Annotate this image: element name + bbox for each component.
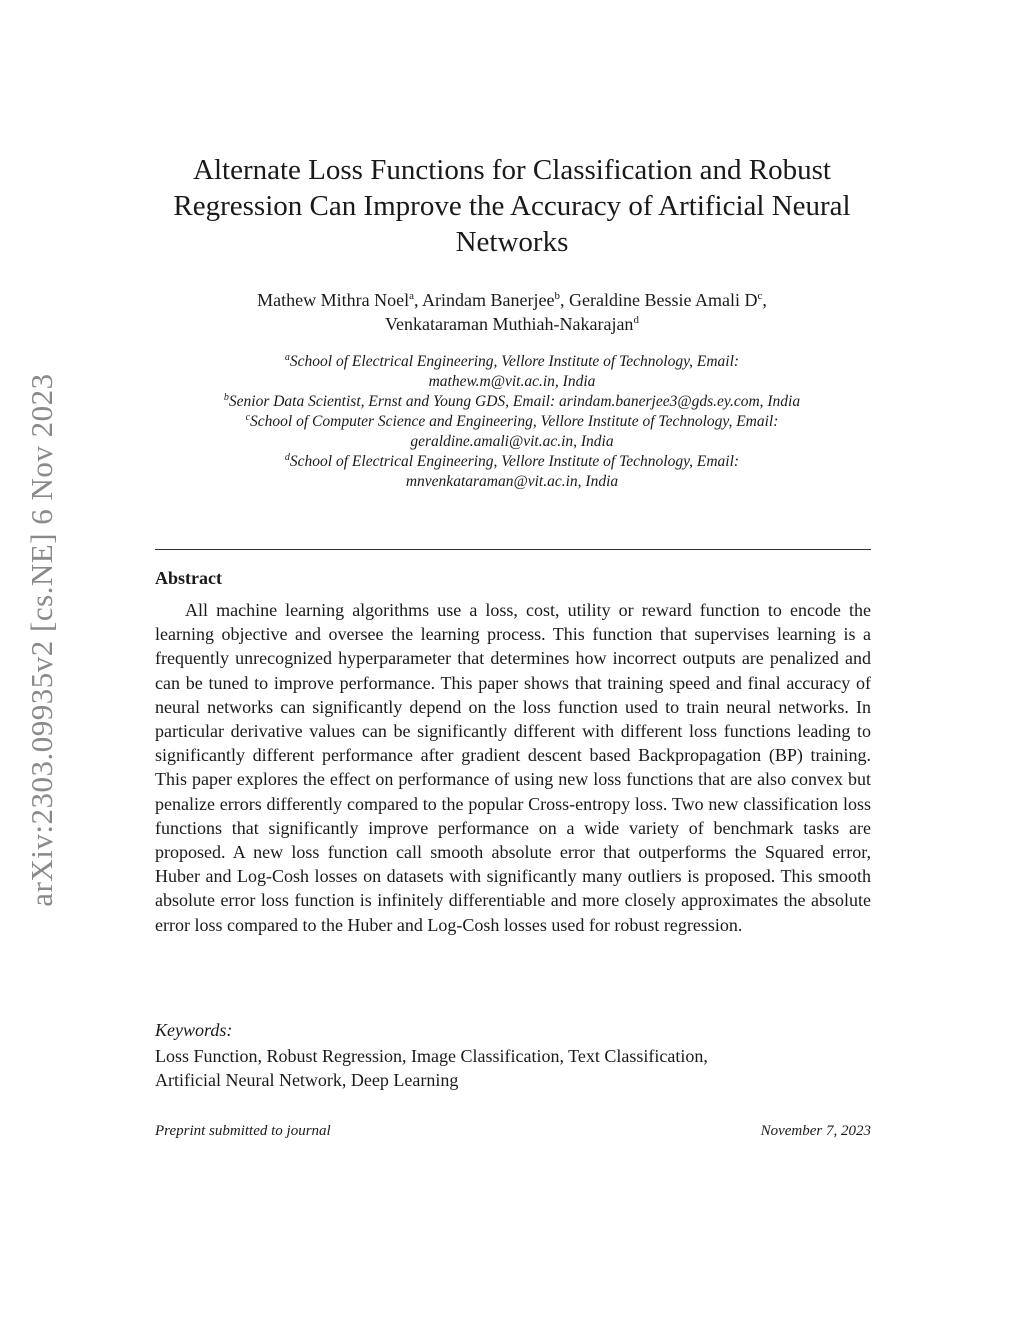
affiliation-d (150, 452, 874, 492)
title-line-2: Regression Can Improve the Accuracy of Artificial Neural (173, 190, 851, 222)
keywords-line-1: Loss Function, Robust Regression, Image Classification, Text Classification, (155, 1046, 708, 1066)
affiliation-text: School of Electrical Engineering, Vellore Institute of Technology, Email: (289, 453, 740, 470)
affiliations (150, 352, 874, 492)
affiliation-c (150, 412, 874, 452)
author-sup: a (409, 290, 415, 302)
author-name: Arindam Banerjee (422, 290, 555, 310)
arxiv-side-stamp: arXiv:2303.09935v2 [cs.NE] 6 Nov 2023 (24, 373, 59, 907)
paper-title (150, 152, 874, 260)
author-list (150, 288, 874, 336)
affiliation-text: School of Computer Science and Engineering, Vellore Institute of Technology, Email: (250, 413, 779, 430)
section-divider (155, 549, 871, 550)
author-sup: b (554, 290, 560, 302)
author-name: Mathew Mithra Noel (257, 290, 410, 310)
title-line-1: Alternate Loss Functions for Classification and Robust (193, 154, 831, 186)
keywords-line-2: Artificial Neural Network, Deep Learning (155, 1070, 459, 1090)
affiliation-text: mathew.m@vit.ac.in, India (428, 373, 596, 390)
affiliation-sup: a (284, 352, 290, 363)
title-line-3: Networks (455, 226, 569, 258)
affiliation-sup: c (245, 412, 251, 423)
author-sup: c (757, 290, 763, 302)
affiliation-text: School of Electrical Engineering, Vellore Institute of Technology, Email: (289, 353, 740, 370)
keywords-list (155, 1044, 871, 1092)
author-sup: d (633, 314, 639, 326)
affiliation-sup: d (284, 452, 290, 463)
abstract-heading: Abstract (155, 568, 222, 588)
affiliation-text: mnvenkataraman@vit.ac.in, India (405, 473, 619, 490)
author-line-1: Mathew Mithra Noel$^a$, Arindam Banerjee$^b$, Geraldine Bessie Amali $D^c$, (257, 290, 767, 310)
keywords-heading: Keywords: (155, 1020, 233, 1040)
author-line-2 (150, 312, 874, 336)
affiliation-text: Senior Data Scientist, Ernst and Young GDS, Email: arindam.banerjee3@gds.ey.com, India (228, 393, 801, 410)
affiliation-b (150, 392, 874, 412)
affiliation-a (150, 352, 874, 392)
date-stamp: November 7, 2023 (760, 1123, 871, 1139)
affiliation-text: geraldine.amali@vit.ac.in, India (410, 433, 614, 450)
author-name: Venkataraman Muthiah-Nakarajan (385, 314, 634, 334)
affiliation-sup: b (223, 392, 229, 403)
author-name: Geraldine Bessie Amali D (568, 290, 758, 310)
preprint-note: Preprint submitted to journal (155, 1123, 331, 1139)
abstract-text: All machine learning algorithms use a loss, cost, utility or reward function to encode the learning objective and oversee the learning process. This function that supervises learning is a frequently unrecognized hyperparameter that determines how incorrect outputs are penalized and can be tuned to improve performance. This paper shows that training speed and final accuracy of neural networks can significantly depend on the loss function used to train neural networks. In particular derivative values can be significantly different with different loss functions leading to significantly different performance after gradient descent based Backpropagation (BP) training. This paper explores the effect on performance of using new loss functions that are also convex but penalize errors differently compared to the popular Cross-entropy loss. Two new classification loss functions that significantly improve performance on a wide variety of benchmark tasks are proposed. A new loss function call smooth absolute error that outperforms the Squared error, Huber and Log-Cosh losses on datasets with significantly many outliers is proposed. This smooth absolute error loss function is infinitely differentiable and more closely approximates the absolute error loss compared to the Huber and Log-Cosh losses used for robust regression. (155, 600, 871, 935)
